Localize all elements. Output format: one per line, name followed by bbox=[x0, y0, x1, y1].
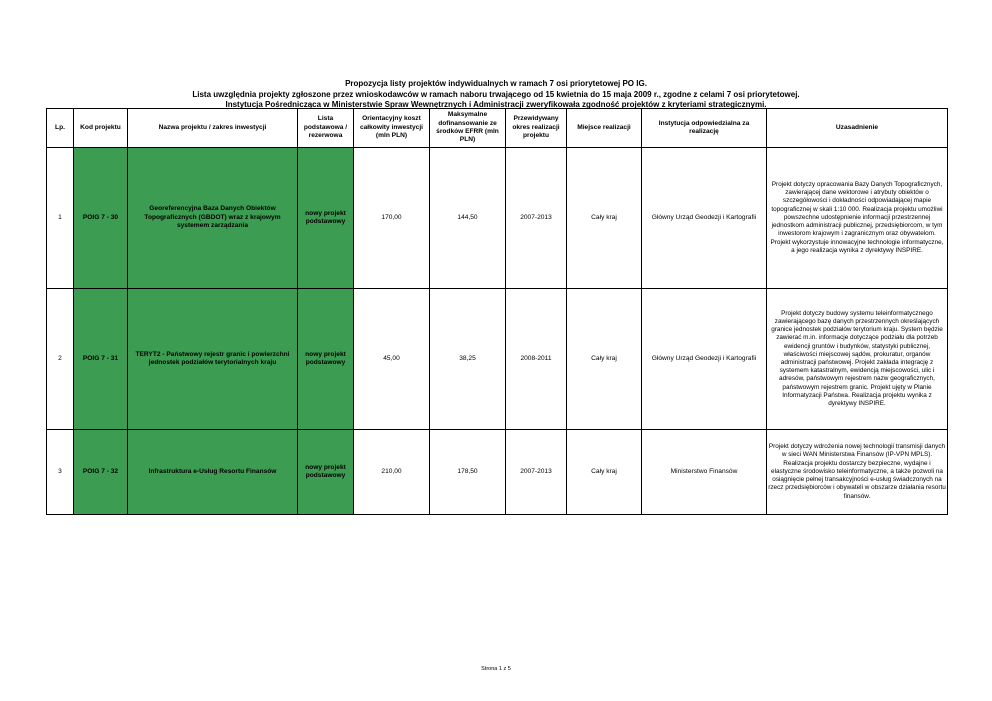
col-header-list: Lista podstawowa / rezerwowa bbox=[298, 109, 354, 148]
cell-cost: 170,00 bbox=[354, 148, 430, 289]
cell-code: POIG 7 - 32 bbox=[74, 430, 128, 515]
cell-code: POIG 7 - 30 bbox=[74, 148, 128, 289]
cell-period: 2007-2013 bbox=[506, 430, 567, 515]
col-header-justification: Uzasadnienie bbox=[767, 109, 948, 148]
projects-table bbox=[46, 108, 948, 515]
cell-lp: 2 bbox=[47, 289, 74, 430]
cell-name: TERYT2 - Państwowy rejestr granic i powierzchni jednostek podziałów terytorialnych kraju bbox=[128, 289, 298, 430]
col-header-code: Kod projektu bbox=[74, 109, 128, 148]
cell-place: Cały kraj bbox=[567, 289, 642, 430]
col-header-period: Przewidywany okres realizacji projektu bbox=[506, 109, 567, 148]
cell-list: nowy projekt podstawowy bbox=[298, 148, 354, 289]
col-header-cost: Orientacyjny koszt całkowity inwestycji (mln PLN) bbox=[354, 109, 430, 148]
cell-justification: Projekt dotyczy wdrożenia nowej technologii transmisji danych w sieci WAN Ministerstwa Finansów (IP-VPN MPLS). Realizacja projektu dostarczy bezpieczne, wydajne i elastyczne środowisko teleinformatyczne, a także pozwoli na osiągnięcie pełnej transakcyjności e-usług świadczonych na rzecz przedsiębiorców i obywateli w obszarze działania resortu finansów. bbox=[767, 430, 948, 515]
cell-justification: Projekt dotyczy opracowania Bazy Danych Topograficznych, zawierającej dane wektorowe i atrybuty obiektów o szczegółowości i dokładności odpowiadającej mapie topograficznej w skali 1:10 000. Realizacja projektu umożliwi powszechne udostępnienie informacji przestrzennej jednostkom administracji publicznej, przedsiębiorcom, w tym inwestorom krajowym i zagranicznym oraz obywatelom. Projekt wykorzystuje innowacyjne technologie informatyczne, a jego realizacja wynika z dyrektywy INSPIRE. bbox=[767, 148, 948, 289]
cell-period: 2008-2011 bbox=[506, 289, 567, 430]
cell-name: Infrastruktura e-Usług Resortu Finansów bbox=[128, 430, 298, 515]
cell-list: nowy projekt podstawowy bbox=[298, 289, 354, 430]
col-header-name: Nazwa projektu / zakres inwestycji bbox=[128, 109, 298, 148]
table-row bbox=[47, 289, 948, 430]
cell-funding: 144,50 bbox=[430, 148, 506, 289]
table-header-row bbox=[47, 109, 948, 148]
header-line-2: Lista uwzględnia projekty zgłoszone przez wnioskodawców w ramach naboru trwającego od 15 kwietnia do 15 maja 2009 r., zgodne z celami 7 osi priorytetowej. bbox=[192, 89, 800, 99]
cell-list: nowy projekt podstawowy bbox=[298, 430, 354, 515]
table-row bbox=[47, 148, 948, 289]
cell-period: 2007-2013 bbox=[506, 148, 567, 289]
cell-cost: 45,00 bbox=[354, 289, 430, 430]
cell-institution: Główny Urząd Geodezji i Kartografii bbox=[642, 289, 767, 430]
cell-justification: Projekt dotyczy budowy systemu teleinformatycznego zawierającego bazę danych przestrzennych określających granice jednostek podziałów terytorium kraju. System będzie zawierać m.in. informacje dotyczące podziału dla potrzeb ewidencji gruntów i budynków, statystyki publicznej, właściwości miejscowej sądów, prokuratur, organów administracji państwowej. Projekt zakłada integrację z systemem katastralnym, ewidencją miejscowości, ulic i adresów, państwowym rejestrem nazw geograficznych, państwowym rejestrem granic. Projekt ujęty w Planie Informatyzacji Państwa. Realizacja projektu wynika z dyrektywy INSPIRE. bbox=[767, 289, 948, 430]
header-line-1: Propozycja listy projektów indywidualnych w ramach 7 osi priorytetowej PO IG. bbox=[345, 79, 647, 88]
header-line-3: Instytucja Pośrednicząca w Ministerstwie Spraw Wewnętrznych i Administracji zweryfikowała zgodność projektów z kryteriami strategicznymi. bbox=[225, 100, 767, 109]
cell-place: Cały kraj bbox=[567, 148, 642, 289]
cell-institution: Ministerstwo Finansów bbox=[642, 430, 767, 515]
document-header bbox=[46, 79, 946, 111]
cell-place: Cały kraj bbox=[567, 430, 642, 515]
col-header-funding: Maksymalne dofinansowanie ze środków EFRR (mln PLN) bbox=[430, 109, 506, 148]
cell-funding: 38,25 bbox=[430, 289, 506, 430]
table-row bbox=[47, 430, 948, 515]
cell-lp: 3 bbox=[47, 430, 74, 515]
col-header-institution: Instytucja odpowiedzialna za realizację bbox=[642, 109, 767, 148]
cell-cost: 210,00 bbox=[354, 430, 430, 515]
cell-funding: 178,50 bbox=[430, 430, 506, 515]
cell-code: POIG 7 - 31 bbox=[74, 289, 128, 430]
cell-institution: Główny Urząd Geodezji i Kartografii bbox=[642, 148, 767, 289]
cell-lp: 1 bbox=[47, 148, 74, 289]
col-header-place: Miejsce realizacji bbox=[567, 109, 642, 148]
cell-name: Georeferencyjna Baza Danych Obiektów Topograficznych (GBDOT) wraz z krajowym systemem zarządzania bbox=[128, 148, 298, 289]
col-header-lp: Lp. bbox=[47, 109, 74, 148]
page-number: Strona 1 z 5 bbox=[481, 666, 511, 672]
